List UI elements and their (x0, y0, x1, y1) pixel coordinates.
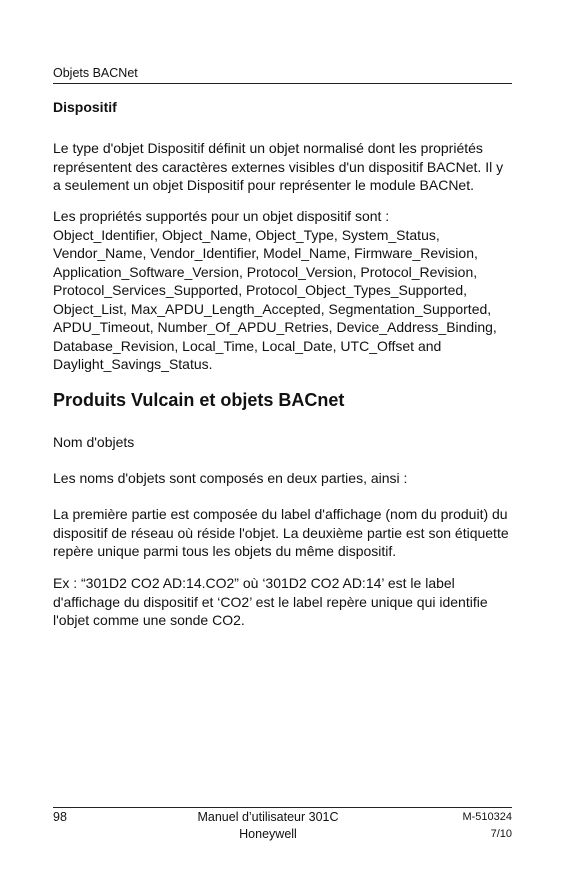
properties-list: Object_Identifier, Object_Name, Object_Type, System_Status, Vendor_Name, Vendor_Identifier, Model_Name, Firmware_Revision, Application_Software_Version, Protocol_Version, Protocol_Revision, Protocol_Services_Supported, Protocol_Object_Types_Supported, Object_List, Max_APDU_Length_Accepted, Segmentation_Supported, APDU_Timeout, Number_Of_APDU_Retries, Device_Address_Binding, Database_Revision, Local_Time, Local_Date, UTC_Offset and Daylight_Savings_Status. (53, 226, 497, 372)
page-number: 98 (53, 810, 67, 824)
footer-brand: Honeywell (239, 827, 297, 841)
products-heading: Produits Vulcain et objets BACnet (53, 390, 345, 410)
paragraph-device-definition: Le type d'objet Dispositif définit un objet normalisé dont les propriétés représentent des caractères externes visibles d'un dispositif BACNet. Il y a seulement un objet Dispositif pour représenter le module BACNet. (53, 140, 504, 193)
footer-date: 7/10 (490, 828, 512, 840)
paragraph-supported-properties (53, 207, 512, 374)
paragraph-example: Ex : “301D2 CO2 AD:14.CO2” où ‘301D2 CO2 AD:14’ est le label d'affichage du dispositif et ‘CO2’ est le label repère unique qui identifie l'objet comme une sonde CO2. (53, 575, 488, 628)
properties-intro: Les propriétés supportés pour un objet dispositif sont : (53, 208, 390, 224)
document-page (53, 0, 512, 892)
paragraph-object-names-intro: Les noms d'objets sont composés en deux parties, ainsi : (53, 470, 408, 486)
running-header: Objets BACNet (53, 66, 138, 80)
header-divider (53, 83, 512, 84)
paragraph-object-names-label: Nom d'objets (53, 434, 135, 450)
footer-divider (53, 807, 512, 808)
paragraph-name-parts: La première partie est composée du label d'affichage (nom du produit) du dispositif de réseau où réside l'objet. La deuxième partie est son étiquette repère unique parmi tous les objets du même dispositif. (53, 506, 509, 559)
footer-manual-title: Manuel d’utilisateur 301C (197, 810, 339, 824)
section-heading: Dispositif (53, 99, 117, 115)
footer-doc-code: M-510324 (462, 811, 512, 823)
